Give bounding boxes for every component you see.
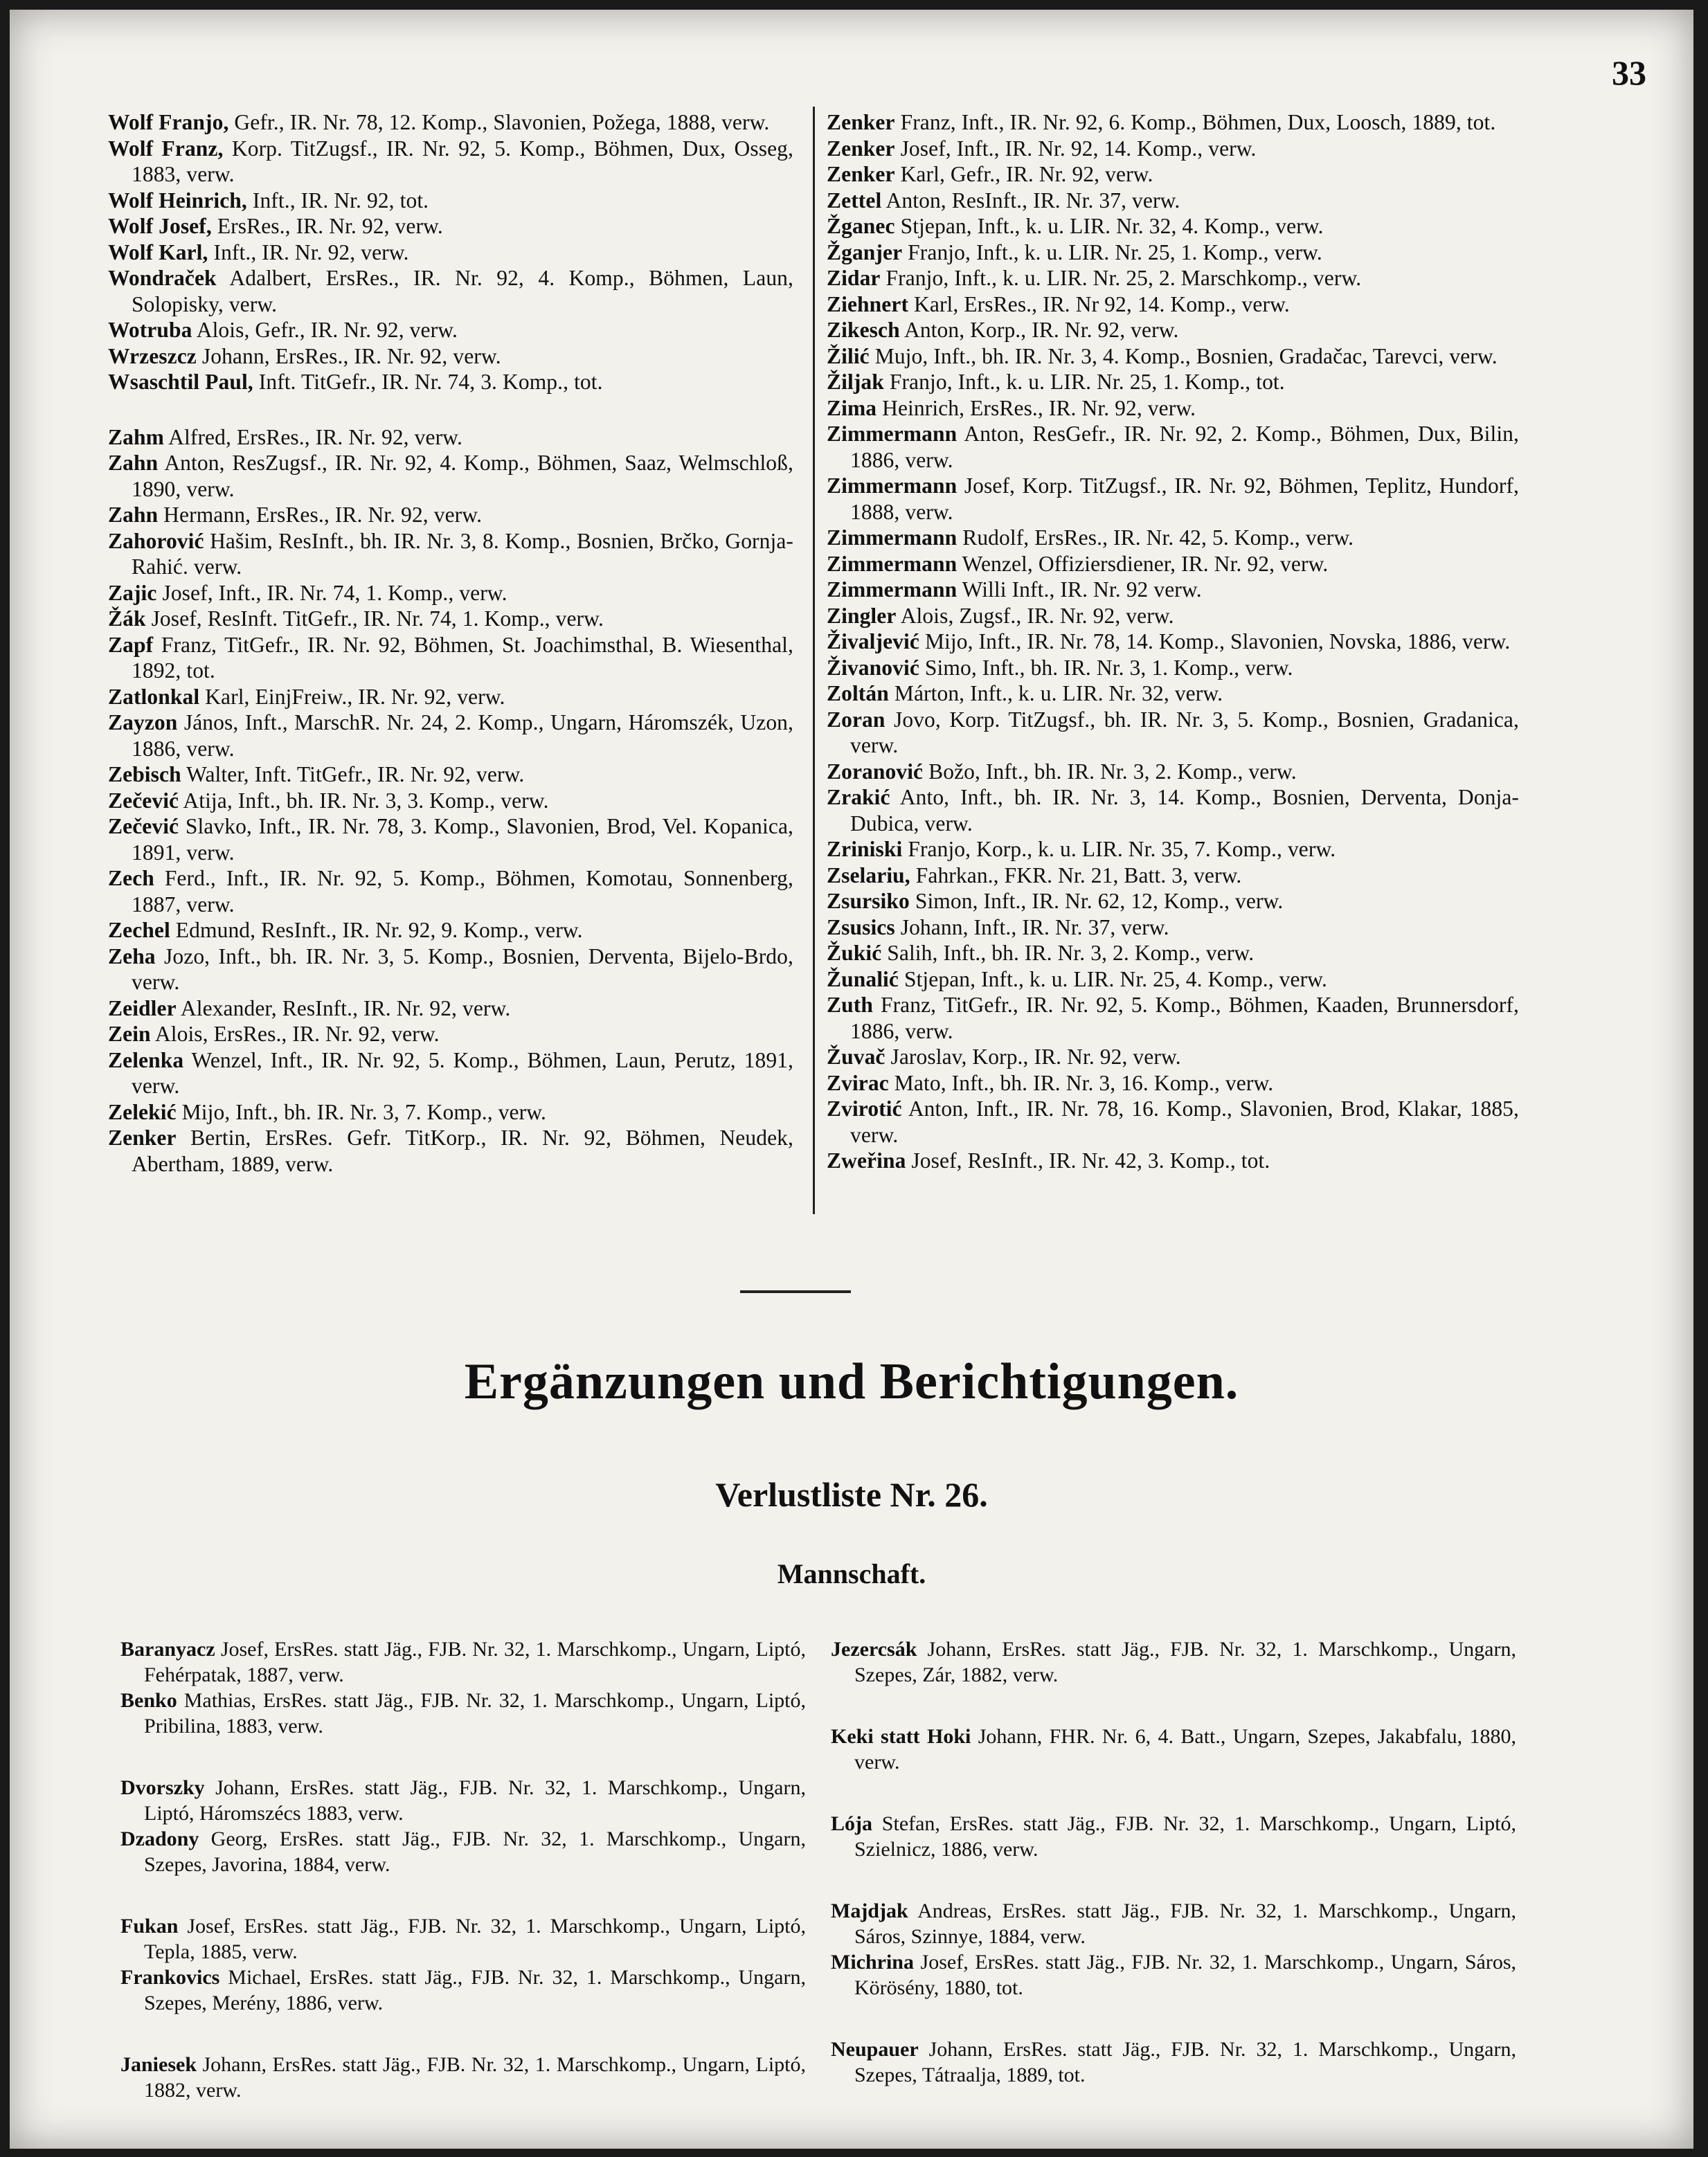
entry-name: Žukić <box>827 941 882 965</box>
entry-details: Michael, ErsRes. statt Jäg., FJB. Nr. 32, 1. Marschkomp., Ungarn, Szepes, Merény, 1886, verw. <box>144 1966 806 2014</box>
casualty-entry <box>827 136 1519 162</box>
entry-details: Johann, ErsRes. statt Jäg., FJB. Nr. 32, 1. Marschkomp., Ungarn, Liptó, 1882, verw. <box>144 2053 806 2102</box>
casualty-entry <box>827 577 1519 603</box>
entry-gap <box>120 1739 806 1775</box>
entry-name: Keki statt Hoki <box>831 1725 971 1748</box>
entry-name: Zahn <box>108 451 159 475</box>
entry-name: Zahm <box>108 424 164 449</box>
list-number-heading: Verlustliste Nr. 26. <box>715 1475 988 1514</box>
entry-name: Zuth <box>827 993 873 1017</box>
casualty-entry <box>831 1811 1516 1862</box>
entry-details: Johann, ErsRes. statt Jäg., FJB. Nr. 32, 1. Marschkomp., Ungarn, Szepes, Tátraalja, 1889, tot. <box>854 2038 1516 2086</box>
entry-name: Zimmermann <box>827 577 958 602</box>
entry-details: Simon, Inft., IR. Nr. 62, 12, Komp., verw. <box>909 889 1284 913</box>
entry-name: Zahn <box>108 503 159 527</box>
column-divider <box>813 107 815 1214</box>
entry-name: Zebisch <box>108 762 181 786</box>
casualty-entry <box>827 836 1519 863</box>
entry-name: Zvirotić <box>827 1096 902 1121</box>
casualty-entry <box>827 888 1519 914</box>
casualty-entry <box>827 1096 1519 1148</box>
entry-details: Karl, EinjFreiw., IR. Nr. 92, verw. <box>199 684 505 709</box>
entry-name: Živaljević <box>827 629 919 653</box>
entry-details: Franjo, Inft., k. u. LIR. Nr. 25, 1. Komp., tot. <box>883 370 1285 394</box>
casualty-entry <box>827 992 1519 1044</box>
entry-details: Franz, Inft., IR. Nr. 92, 6. Komp., Böhmen, Dux, Loosch, 1889, tot. <box>895 110 1496 134</box>
entry-details: Simo, Inft., bh. IR. Nr. 3, 1. Komp., verw. <box>919 655 1293 680</box>
entry-name: Žganec <box>827 214 895 238</box>
casualty-entry <box>831 2037 1516 2088</box>
entry-name: Wrzeszcz <box>108 343 197 368</box>
document-page <box>10 10 1693 2149</box>
casualty-entry <box>120 1826 806 1877</box>
casualty-entry <box>827 161 1519 188</box>
casualty-entry <box>827 317 1519 343</box>
casualty-entry <box>831 1898 1516 1949</box>
entry-details: Wenzel, Inft., IR. Nr. 92, 5. Komp., Böhmen, Laun, Perutz, 1891, verw. <box>132 1047 793 1098</box>
casualty-entry <box>108 632 793 684</box>
entry-details: Mathias, ErsRes. statt Jäg., FJB. Nr. 32, 1. Marschkomp., Ungarn, Liptó, Pribilina, 1883, verw. <box>144 1689 806 1738</box>
entry-details: Josef, Inft., IR. Nr. 92, 14. Komp., verw. <box>895 136 1257 161</box>
entry-details: Johann, ErsRes., IR. Nr. 92, verw. <box>196 343 501 368</box>
entry-name: Zima <box>827 395 877 420</box>
casualty-entry <box>827 966 1519 993</box>
entry-details: Walter, Inft. TitGefr., IR. Nr. 92, verw. <box>181 762 525 786</box>
entry-name: Zsursiko <box>827 889 910 913</box>
casualty-entry <box>108 109 793 136</box>
casualty-entry <box>827 603 1519 629</box>
entry-name: Zsusics <box>827 914 895 939</box>
entry-name: Majdjak <box>831 1899 908 1922</box>
entry-details: Stjepan, Inft., k. u. LIR. Nr. 32, 4. Komp., verw. <box>895 214 1324 238</box>
entry-details: Mujo, Inft., bh. IR. Nr. 3, 4. Komp., Bosnien, Gradačac, Tarevci, verw. <box>869 343 1498 368</box>
casualty-list-right-column <box>827 109 1519 1174</box>
section-divider <box>740 1290 851 1293</box>
entry-name: Žák <box>108 606 146 631</box>
casualty-entry <box>108 606 793 632</box>
casualty-entry <box>108 788 793 814</box>
entry-name: Zimmermann <box>827 525 958 550</box>
entry-name: Zečević <box>108 788 179 813</box>
entry-name: Wolf Heinrich, <box>108 188 247 213</box>
entry-name: Wotruba <box>108 318 192 342</box>
entry-name: Wsaschtil Paul, <box>108 370 253 394</box>
casualty-entry <box>108 369 793 395</box>
casualty-entry <box>108 944 793 995</box>
entry-details: Hermann, ErsRes., IR. Nr. 92, verw. <box>158 503 483 527</box>
entry-details: Wenzel, Offiziersdiener, IR. Nr. 92, verw. <box>957 551 1329 576</box>
entry-details: Alfred, ErsRes., IR. Nr. 92, verw. <box>163 424 462 449</box>
entry-name: Žiljak <box>827 370 884 394</box>
casualty-entry <box>120 1636 806 1688</box>
casualty-entry <box>108 450 793 502</box>
entry-name: Ziehnert <box>827 291 909 316</box>
entry-name: Zselariu, <box>827 863 910 887</box>
entry-name: Jezercsák <box>831 1638 917 1661</box>
casualty-entry <box>120 2052 806 2103</box>
corrections-left-column <box>120 1636 806 2103</box>
casualty-entry <box>827 914 1519 941</box>
casualty-entry <box>108 424 793 451</box>
entry-details: Anton, Inft., IR. Nr. 78, 16. Komp., Slavonien, Brod, Klakar, 1885, verw. <box>850 1096 1519 1147</box>
entry-details: Anton, ResZugsf., IR. Nr. 92, 4. Komp., Böhmen, Saaz, Welmschloß, 1890, verw. <box>132 451 793 501</box>
entry-details: Bertin, ErsRes. Gefr. TitKorp., IR. Nr. 92, Böhmen, Neudek, Abertham, 1889, verw. <box>132 1126 793 1176</box>
casualty-entry <box>827 863 1519 889</box>
entry-details: Ferd., Inft., IR. Nr. 92, 5. Komp., Böhmen, Komotau, Sonnenberg, 1887, verw. <box>132 866 793 917</box>
entry-details: Mijo, Inft., bh. IR. Nr. 3, 7. Komp., verw. <box>176 1099 547 1124</box>
entry-name: Zeha <box>108 944 156 968</box>
entry-details: Inft., IR. Nr. 92, tot. <box>246 188 429 213</box>
casualty-entry <box>108 502 793 528</box>
entry-name: Zoran <box>827 707 886 732</box>
entry-details: Georg, ErsRes. statt Jäg., FJB. Nr. 32, 1. Marschkomp., Ungarn, Szepes, Javorina, 1884, verw. <box>144 1827 806 1876</box>
casualty-entry <box>827 1070 1519 1096</box>
entry-details: Stjepan, Inft., k. u. LIR. Nr. 25, 4. Komp., verw. <box>898 966 1327 991</box>
section-heading: Mannschaft. <box>777 1558 926 1589</box>
entry-gap <box>831 1775 1516 1811</box>
casualty-entry <box>108 265 793 317</box>
casualty-entry <box>827 759 1519 785</box>
casualty-entry <box>827 369 1519 395</box>
casualty-entry <box>827 629 1519 655</box>
casualty-entry <box>827 473 1519 525</box>
entry-details: Hašim, ResInft., bh. IR. Nr. 3, 8. Komp., Bosnien, Brčko, Gornja-Rahić. verw. <box>132 528 793 579</box>
entry-name: Zelekić <box>108 1099 177 1124</box>
casualty-entry <box>108 684 793 710</box>
casualty-entry <box>120 1913 806 1965</box>
entry-name: Fukan <box>120 1915 179 1938</box>
casualty-entry <box>108 761 793 788</box>
entry-name: Lója <box>831 1812 872 1835</box>
entry-details: Josef, Korp. TitZugsf., IR. Nr. 92, Böhmen, Teplitz, Hundorf, 1888, verw. <box>850 473 1519 524</box>
casualty-entry <box>827 213 1519 240</box>
entry-name: Zriniski <box>827 837 903 861</box>
entry-details: Josef, ResInft., IR. Nr. 42, 3. Komp., tot. <box>906 1148 1270 1173</box>
entry-details: ErsRes., IR. Nr. 92, verw. <box>211 214 443 238</box>
casualty-entry <box>120 1965 806 2016</box>
casualty-entry <box>108 917 793 944</box>
entry-details: Heinrich, ErsRes., IR. Nr. 92, verw. <box>877 395 1196 420</box>
entry-details: Slavko, Inft., IR. Nr. 78, 3. Komp., Slavonien, Brod, Vel. Kopanica, 1891, verw. <box>132 814 793 865</box>
entry-details: Jovo, Korp. TitZugsf., bh. IR. Nr. 3, 5. Komp., Bosnien, Gradanica, verw. <box>850 707 1519 757</box>
casualty-entry <box>827 655 1519 681</box>
entry-name: Zenker <box>827 162 895 186</box>
entry-gap <box>831 1688 1516 1724</box>
entry-details: Willi Inft., IR. Nr. 92 verw. <box>957 577 1202 602</box>
entry-details: Johann, ErsRes. statt Jäg., FJB. Nr. 32, 1. Marschkomp., Ungarn, Liptó, Háromszécs 1883, verw. <box>144 1776 806 1825</box>
entry-details: Karl, Gefr., IR. Nr. 92, verw. <box>895 162 1153 186</box>
entry-details: Andreas, ErsRes. statt Jäg., FJB. Nr. 32, 1. Marschkomp., Ungarn, Sáros, Szinnye, 1884, verw. <box>854 1899 1516 1948</box>
entry-name: Žganjer <box>827 240 903 264</box>
entry-details: Jaroslav, Korp., IR. Nr. 92, verw. <box>885 1045 1181 1069</box>
entry-name: Zech <box>108 866 154 890</box>
entry-name: Zimmermann <box>827 551 958 576</box>
casualty-entry <box>827 940 1519 966</box>
casualty-entry <box>108 1047 793 1099</box>
casualty-entry <box>108 343 793 370</box>
entry-name: Michrina <box>831 1951 914 1974</box>
entry-name: Žunalić <box>827 966 899 991</box>
entry-name: Zettel <box>827 188 882 213</box>
entry-details: Anton, ResInft., IR. Nr. 37, verw. <box>881 188 1180 213</box>
entry-name: Zajic <box>108 580 157 605</box>
entry-details: Fahrkan., FKR. Nr. 21, Batt. 3, verw. <box>910 863 1242 887</box>
entry-name: Zechel <box>108 918 170 942</box>
casualty-entry <box>120 1775 806 1826</box>
casualty-entry <box>827 1044 1519 1070</box>
corrections-right-column <box>831 1636 1516 2088</box>
entry-details: Mijo, Inft., IR. Nr. 78, 14. Komp., Slavonien, Novska, 1886, verw. <box>919 629 1511 653</box>
entry-details: Johann, FHR. Nr. 6, 4. Batt., Ungarn, Szepes, Jakabfalu, 1880, verw. <box>854 1725 1516 1774</box>
entry-details: Karl, ErsRes., IR. Nr 92, 14. Komp., verw. <box>908 291 1290 316</box>
entry-name: Zoltán <box>827 681 889 705</box>
entry-details: Alois, ErsRes., IR. Nr. 92, verw. <box>150 1022 440 1046</box>
casualty-entry <box>108 528 793 580</box>
casualty-entry <box>108 995 793 1022</box>
entry-details: Rudolf, ErsRes., IR. Nr. 42, 5. Komp., verw. <box>957 525 1354 550</box>
entry-details: Josef, ErsRes. statt Jäg., FJB. Nr. 32, 1. Marschkomp., Ungarn, Liptó, Fehérpatak, 1887, verw. <box>144 1638 806 1686</box>
entry-name: Zelenka <box>108 1047 184 1072</box>
entry-name: Zein <box>108 1022 151 1046</box>
entry-details: Anto, Inft., bh. IR. Nr. 3, 14. Komp., Bosnien, Derventa, Donja-Dubica, verw. <box>850 785 1519 836</box>
entry-details: Josef, ErsRes. statt Jäg., FJB. Nr. 32, 1. Marschkomp., Ungarn, Liptó, Tepla, 1885, verw. <box>144 1915 806 1963</box>
entry-name: Zatlonkal <box>108 684 200 709</box>
casualty-entry <box>827 1148 1519 1174</box>
casualty-entry <box>827 680 1519 707</box>
entry-name: Zapf <box>108 632 154 657</box>
entry-gap <box>120 1877 806 1913</box>
entry-details: Inft. TitGefr., IR. Nr. 74, 3. Komp., tot. <box>253 370 603 394</box>
entry-name: Zimmermann <box>827 422 958 446</box>
casualty-entry <box>108 710 793 761</box>
entry-details: Gefr., IR. Nr. 78, 12. Komp., Slavonien, Požega, 1888, verw. <box>228 110 770 134</box>
entry-name: Zenker <box>827 110 895 134</box>
entry-gap <box>120 2016 806 2052</box>
casualty-entry <box>827 784 1519 836</box>
casualty-entry <box>120 1688 806 1739</box>
entry-name: Dzadony <box>120 1827 199 1850</box>
entry-name: Zeidler <box>108 995 177 1020</box>
entry-details: Anton, Korp., IR. Nr. 92, verw. <box>899 318 1179 342</box>
casualty-entry <box>827 707 1519 759</box>
casualty-entry <box>108 580 793 606</box>
entry-details: Josef, ResInft. TitGefr., IR. Nr. 74, 1. Komp., verw. <box>145 606 604 631</box>
casualty-entry <box>831 1724 1516 1775</box>
entry-name: Frankovics <box>120 1966 220 1989</box>
casualty-entry <box>108 188 793 214</box>
entry-name: Zoranović <box>827 759 924 784</box>
entry-name: Zahorović <box>108 528 204 553</box>
entry-details: Johann, Inft., IR. Nr. 37, verw. <box>895 914 1169 939</box>
entry-details: Franjo, Korp., k. u. LIR. Nr. 35, 7. Komp., verw. <box>902 837 1336 861</box>
casualty-entry <box>827 265 1519 291</box>
entry-name: Dvorszky <box>120 1776 205 1799</box>
entry-gap <box>108 395 793 424</box>
entry-details: Franjo, Inft., k. u. LIR. Nr. 25, 1. Komp., verw. <box>902 240 1322 264</box>
entry-name: Wolf Franz, <box>108 136 224 161</box>
entry-details: Korp. TitZugsf., IR. Nr. 92, 5. Komp., Böhmen, Dux, Osseg, 1883, verw. <box>132 136 793 186</box>
entry-gap <box>831 1862 1516 1898</box>
entry-name: Zweřina <box>827 1148 906 1173</box>
entry-details: Inft., IR. Nr. 92, verw. <box>208 240 409 264</box>
entry-name: Neupauer <box>831 2038 919 2061</box>
entry-name: Živanović <box>827 655 919 680</box>
casualty-entry <box>108 1125 793 1177</box>
entry-details: Franjo, Inft., k. u. LIR. Nr. 25, 2. Marschkomp., verw. <box>880 266 1362 290</box>
entry-details: Adalbert, ErsRes., IR. Nr. 92, 4. Komp., Böhmen, Laun, Solopisky, verw. <box>132 266 793 316</box>
entry-details: Josef, ErsRes. statt Jäg., FJB. Nr. 32, 1. Marschkomp., Ungarn, Sáros, Körösény, 1880, tot. <box>854 1951 1516 1999</box>
entry-name: Benko <box>120 1689 177 1712</box>
entry-name: Zenker <box>108 1126 177 1150</box>
entry-name: Zečević <box>108 814 179 838</box>
entry-details: Alois, Zugsf., IR. Nr. 92, verw. <box>896 603 1174 628</box>
entry-details: Anton, ResGefr., IR. Nr. 92, 2. Komp., Böhmen, Dux, Bilin, 1886, verw. <box>850 422 1519 472</box>
entry-name: Wolf Franjo, <box>108 110 229 134</box>
entry-details: Josef, Inft., IR. Nr. 74, 1. Komp., verw. <box>156 580 507 605</box>
casualty-entry <box>108 865 793 917</box>
corrections-heading: Ergänzungen und Berichtigungen. <box>464 1353 1239 1410</box>
casualty-entry <box>827 291 1519 318</box>
casualty-entry <box>108 813 793 865</box>
entry-name: Janiesek <box>120 2053 197 2076</box>
entry-name: Žilić <box>827 343 870 368</box>
entry-details: Alois, Gefr., IR. Nr. 92, verw. <box>192 318 458 342</box>
entry-name: Wolf Karl, <box>108 240 208 264</box>
entry-name: Žuvač <box>827 1045 886 1069</box>
entry-name: Wolf Josef, <box>108 214 212 238</box>
entry-gap <box>831 2001 1516 2037</box>
entry-details: János, Inft., MarschR. Nr. 24, 2. Komp., Ungarn, Háromszék, Uzon, 1886, verw. <box>132 710 793 761</box>
casualty-entry <box>827 551 1519 577</box>
entry-details: Mato, Inft., bh. IR. Nr. 3, 16. Komp., verw. <box>888 1070 1274 1095</box>
casualty-entry <box>827 240 1519 266</box>
entry-details: Stefan, ErsRes. statt Jäg., FJB. Nr. 32, 1. Marschkomp., Ungarn, Liptó, Szielnicz, 1886, verw. <box>854 1812 1516 1861</box>
casualty-list-left-column <box>108 109 793 1177</box>
entry-details: Franz, TitGefr., IR. Nr. 92, Böhmen, St. Joachimsthal, B. Wiesenthal, 1892, tot. <box>132 632 793 683</box>
entry-name: Zikesch <box>827 318 900 342</box>
casualty-entry <box>827 421 1519 473</box>
entry-name: Baranyacz <box>120 1638 215 1661</box>
entry-name: Wondraček <box>108 266 217 290</box>
casualty-entry <box>827 343 1519 370</box>
entry-details: Edmund, ResInft., IR. Nr. 92, 9. Komp., verw. <box>170 918 583 942</box>
entry-details: Božo, Inft., bh. IR. Nr. 3, 2. Komp., verw. <box>923 759 1297 784</box>
casualty-entry <box>827 109 1519 136</box>
casualty-entry <box>827 395 1519 422</box>
entry-details: Márton, Inft., k. u. LIR. Nr. 32, verw. <box>888 681 1223 705</box>
entry-details: Johann, ErsRes. statt Jäg., FJB. Nr. 32, 1. Marschkomp., Ungarn, Szepes, Zár, 1882, verw. <box>854 1638 1516 1686</box>
entry-details: Alexander, ResInft., IR. Nr. 92, verw. <box>176 995 511 1020</box>
casualty-entry <box>108 1099 793 1126</box>
casualty-entry <box>108 1021 793 1047</box>
entry-details: Franz, TitGefr., IR. Nr. 92, 5. Komp., Böhmen, Kaaden, Brunnersdorf, 1886, verw. <box>850 993 1519 1043</box>
entry-name: Zvirac <box>827 1070 889 1095</box>
casualty-entry <box>831 1636 1516 1688</box>
entry-details: Jozo, Inft., bh. IR. Nr. 3, 5. Komp., Bosnien, Derventa, Bijelo-Brdo, verw. <box>132 944 793 994</box>
casualty-entry <box>827 525 1519 551</box>
entry-name: Zingler <box>827 603 897 628</box>
casualty-entry <box>108 317 793 343</box>
casualty-entry <box>827 188 1519 214</box>
entry-details: Salih, Inft., bh. IR. Nr. 3, 2. Komp., verw. <box>881 941 1255 965</box>
casualty-entry <box>108 136 793 188</box>
entry-name: Zrakić <box>827 785 890 809</box>
entry-name: Zenker <box>827 136 895 161</box>
entry-name: Zayzon <box>108 710 178 734</box>
casualty-entry <box>108 240 793 266</box>
entry-name: Zimmermann <box>827 473 958 498</box>
casualty-entry <box>831 1949 1516 2001</box>
casualty-entry <box>108 213 793 240</box>
page-number: 33 <box>1612 53 1646 92</box>
entry-name: Zidar <box>827 266 881 290</box>
entry-details: Atija, Inft., bh. IR. Nr. 3, 3. Komp., verw. <box>179 788 549 813</box>
